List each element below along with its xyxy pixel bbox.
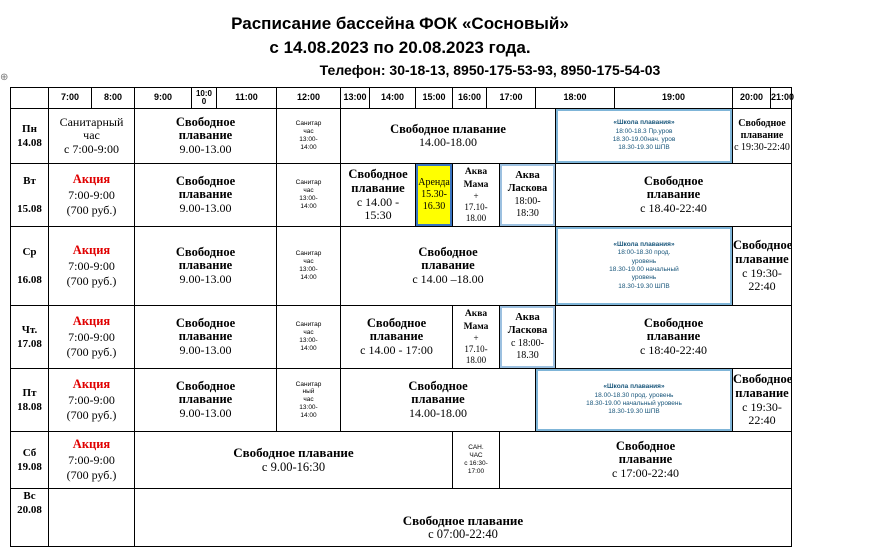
sanitary-hour: Санитар час 13:00- 14:00 bbox=[277, 306, 341, 369]
swim-school-block: «Школа плавания» 18.00-18.30 прод. уровень 18.30-19.00 начальный уровень 18.30-19.30 ШПВ bbox=[536, 369, 733, 432]
free-swim-block: Свободное плавание с 19:30- 22:40 bbox=[733, 227, 792, 306]
schedule-dates: с 14.08.2023 по 20.08.2023 года. bbox=[269, 38, 531, 57]
aqua-laskova-block: Аква Ласкова 18:00- 18:30 bbox=[500, 164, 556, 227]
promo-block: Акция 7:00-9:00 (700 руб.) bbox=[49, 164, 135, 227]
sanitary-hour: Санитарный час с 7:00-9:00 bbox=[49, 109, 135, 164]
time-label: 20:00 bbox=[733, 88, 771, 109]
free-swim-block: Свободное плавание с 14.00 - 17:00 bbox=[341, 306, 453, 369]
sanitary-hour: Санитар час 13:00- 14:00 bbox=[277, 109, 341, 164]
schedule-title: Расписание бассейна ФОК «Сосновый» bbox=[231, 14, 569, 33]
free-swim-block: Свободное плавание 9.00-13.00 bbox=[135, 164, 277, 227]
table-anchor-icon[interactable]: ⊕ bbox=[0, 72, 9, 83]
day-label: Сб 19.08 bbox=[11, 432, 49, 489]
day-label: Вс 20.08 bbox=[11, 489, 49, 547]
time-label: 12:00 bbox=[277, 88, 341, 109]
time-label: 16:00 bbox=[453, 88, 487, 109]
swim-school-block: «Школа плавания» 18:00-18.30 прод. уровень 18.30-19.00 начальный уровень 18.30-19.30 ШПВ bbox=[556, 227, 733, 306]
free-swim-block: Свободное плавание с 07:00-22:40 bbox=[135, 489, 792, 547]
empty-cell bbox=[49, 489, 135, 547]
aqua-laskova-block: Аква Ласкова с 18:00- 18.30 bbox=[500, 306, 556, 369]
day-label: Пт 18.08 bbox=[11, 369, 49, 432]
free-swim-block: Свободное плавание 9.00-13.00 bbox=[135, 109, 277, 164]
time-label: 14:00 bbox=[370, 88, 416, 109]
free-swim-block: Свободное плавание с 19:30-22:40 bbox=[733, 369, 792, 432]
sanitary-hour: САН. ЧАС с 16:30- 17:00 bbox=[453, 432, 500, 489]
free-swim-block: Свободное плавание 9.00-13.00 bbox=[135, 227, 277, 306]
aqua-mama-block: Аква Мама + 17.10- 18.00 bbox=[453, 164, 500, 227]
time-header-row bbox=[11, 88, 792, 109]
sanitary-hour: Санитар час 13:00- 14:00 bbox=[277, 227, 341, 306]
time-label: 8:00 bbox=[92, 88, 135, 109]
time-label: 10:0 0 bbox=[192, 88, 217, 109]
day-row-tue bbox=[11, 164, 792, 227]
free-swim-block: Свободное плавание 14.00-18.00 bbox=[341, 109, 556, 164]
rent-block: Аренда 15.30- 16.30 bbox=[416, 164, 453, 227]
day-row-mon bbox=[11, 109, 792, 164]
time-label: 18:00 bbox=[536, 88, 615, 109]
promo-block: Акция 7:00-9:00 (700 руб.) bbox=[49, 306, 135, 369]
schedule-table bbox=[10, 87, 795, 547]
day-label: Ср 16.08 bbox=[11, 227, 49, 306]
time-label: 15:00 bbox=[416, 88, 453, 109]
free-swim-block: Свободное плавание 9.00-13.00 bbox=[135, 306, 277, 369]
phone-line: Телефон: 30-18-13, 8950-175-53-93, 8950-175-54-03 bbox=[319, 62, 661, 78]
day-row-thu bbox=[11, 306, 792, 369]
free-swim-block: Свободное плавание с 14.00 - 15:30 bbox=[341, 164, 416, 227]
free-swim-block: Свободное плавание с 9.00-16:30 bbox=[135, 432, 453, 489]
day-row-wed bbox=[11, 227, 792, 306]
day-row-sun bbox=[11, 489, 792, 547]
free-swim-block: Свободное плавание 14.00-18.00 bbox=[341, 369, 536, 432]
time-label: 9:00 bbox=[135, 88, 192, 109]
sanitary-hour: Санитар час 13:00- 14:00 bbox=[277, 164, 341, 227]
day-label: Пн 14.08 bbox=[11, 109, 49, 164]
day-row-sat bbox=[11, 432, 792, 489]
free-swim-block: Свободное плавание с 18.40-22:40 bbox=[556, 164, 792, 227]
promo-block: Акция 7:00-9:00 (700 руб.) bbox=[49, 227, 135, 306]
day-label: Чт. 17.08 bbox=[11, 306, 49, 369]
promo-block: Акция 7:00-9:00 (700 руб.) bbox=[49, 432, 135, 489]
free-swim-block: Свободное плавание с 19:30-22:40 bbox=[733, 109, 792, 164]
free-swim-block: Свободное плавание 9.00-13.00 bbox=[135, 369, 277, 432]
time-label: 19:00 bbox=[615, 88, 733, 109]
day-label: Вт 15.08 bbox=[11, 164, 49, 227]
free-swim-block: Свободное плавание с 14.00 –18.00 bbox=[341, 227, 556, 306]
day-row-fri bbox=[11, 369, 792, 432]
time-label: 7:00 bbox=[49, 88, 92, 109]
aqua-mama-block: Аква Мама + 17.10- 18.00 bbox=[453, 306, 500, 369]
free-swim-block: Свободное плавание с 17:00-22:40 bbox=[500, 432, 792, 489]
time-label: 11:00 bbox=[217, 88, 277, 109]
corner-cell bbox=[11, 88, 49, 109]
promo-block: Акция 7:00-9:00 (700 руб.) bbox=[49, 369, 135, 432]
sanitary-hour: Санитар ный час 13:00- 14:00 bbox=[277, 369, 341, 432]
free-swim-block: Свободное плавание с 18:40-22:40 bbox=[556, 306, 792, 369]
time-label: 13:00 bbox=[341, 88, 370, 109]
swim-school-block: «Школа плавания» 18:00-18.3 Пр.уров 18.30-19.00нач. уров 18.30-19.30 ШПВ bbox=[556, 109, 733, 164]
time-label: 17:00 bbox=[487, 88, 536, 109]
time-label: 21:00 bbox=[771, 88, 792, 109]
